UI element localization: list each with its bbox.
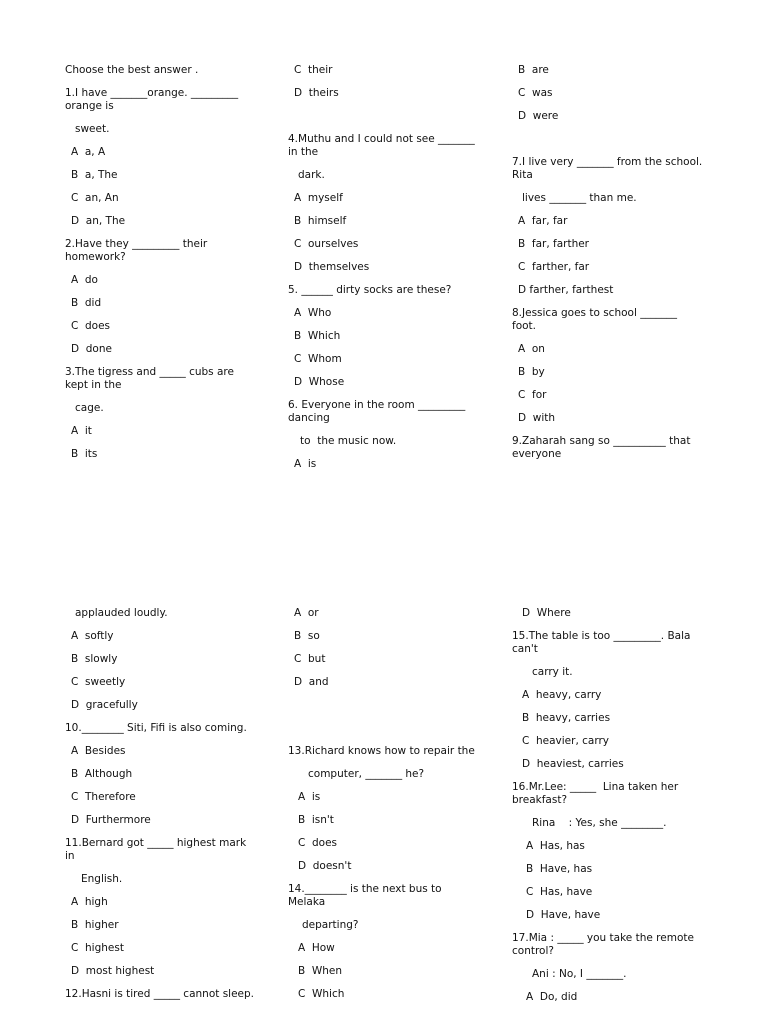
question-text: 13.Richard knows how to repair the — [288, 745, 475, 757]
answer-option: A a, A — [71, 146, 106, 158]
answer-option: B far, farther — [518, 238, 589, 250]
text-line: sweet. — [75, 123, 110, 135]
answer-option: C does — [71, 320, 111, 332]
answer-option: A is — [294, 458, 317, 470]
answer-option: D farther, farthest — [518, 284, 614, 296]
answer-option: D theirs — [294, 87, 339, 99]
answer-option: D were — [518, 110, 559, 122]
question-text: 6. Everyone in the room _________ dancing — [288, 399, 469, 424]
answer-option: B isn't — [298, 814, 334, 826]
answer-option: A far, far — [518, 215, 568, 227]
question-text: 2.Have they _________ their homework? — [65, 238, 211, 263]
answer-option: A Who — [294, 307, 332, 319]
answer-option: D done — [71, 343, 112, 355]
answer-option: D and — [294, 676, 329, 688]
answer-option: B a, The — [71, 169, 118, 181]
text-line: to the music now. — [300, 435, 397, 447]
answer-option: D Furthermore — [71, 814, 151, 826]
answer-option: C an, An — [71, 192, 119, 204]
answer-option: B Which — [294, 330, 341, 342]
question-text: 16.Mr.Lee: _____ Lina taken her breakfast? — [512, 781, 682, 806]
text-line: Choose the best answer . — [65, 64, 199, 76]
answer-option: A do — [71, 274, 98, 286]
answer-option: C sweetly — [71, 676, 126, 688]
text-line: Ani : No, I _______. — [532, 968, 627, 980]
answer-option: B are — [518, 64, 549, 76]
page2-column-middle — [288, 607, 480, 1011]
page1-column-left — [65, 64, 257, 471]
answer-option: D Where — [522, 607, 571, 619]
answer-option: B by — [518, 366, 545, 378]
answer-option: B slowly — [71, 653, 118, 665]
text-line — [288, 110, 480, 123]
answer-option: A is — [298, 791, 321, 803]
question-text: 4.Muthu and I could not see _______ in the — [288, 133, 479, 158]
answer-option: A it — [71, 425, 92, 437]
text-line: Rina : Yes, she ________. — [532, 817, 667, 829]
answer-option: A high — [71, 896, 108, 908]
answer-option: A Has, has — [526, 840, 585, 852]
answer-option: C their — [294, 64, 333, 76]
answer-option: D most highest — [71, 965, 155, 977]
answer-option: C highest — [71, 942, 124, 954]
answer-option: C Which — [298, 988, 345, 1000]
answer-option: C Whom — [294, 353, 342, 365]
answer-option: A heavy, carry — [522, 689, 602, 701]
text-line: cage. — [75, 402, 104, 414]
answer-option: B When — [298, 965, 343, 977]
text-line — [512, 133, 704, 146]
question-text: 14.________ is the next bus to Melaka — [288, 883, 445, 908]
answer-option: A softly — [71, 630, 114, 642]
answer-option: C heavier, carry — [522, 735, 610, 747]
page2-column-left — [65, 607, 257, 1011]
question-text: 9.Zaharah sang so __________ that everyone — [512, 435, 694, 460]
question-text: 17.Mia : _____ you take the remote control? — [512, 932, 698, 957]
text-line — [288, 722, 480, 735]
answer-option: D with — [518, 412, 556, 424]
answer-option: C was — [518, 87, 553, 99]
answer-option: C Therefore — [71, 791, 136, 803]
question-text: 10.________ Siti, Fifi is also coming. — [65, 722, 247, 734]
answer-option: A Do, did — [526, 991, 578, 1003]
answer-option: A Besides — [71, 745, 126, 757]
answer-option: B did — [71, 297, 102, 309]
question-text: 7.I live very _______ from the school. Rita — [512, 156, 706, 181]
answer-option: D gracefully — [71, 699, 138, 711]
text-line: departing? — [302, 919, 359, 931]
answer-option: B Have, has — [526, 863, 593, 875]
question-text: 15.The table is too _________. Bala can't — [512, 630, 694, 655]
text-line: English. — [81, 873, 123, 885]
question-text: 5. ______ dirty socks are these? — [288, 284, 452, 296]
text-line: dark. — [298, 169, 325, 181]
answer-option: C but — [294, 653, 326, 665]
answer-option: D doesn't — [298, 860, 352, 872]
answer-option: D Whose — [294, 376, 345, 388]
answer-option: A myself — [294, 192, 343, 204]
answer-option: D an, The — [71, 215, 126, 227]
answer-option: B himself — [294, 215, 347, 227]
answer-option: C for — [518, 389, 547, 401]
text-line: applauded loudly. — [75, 607, 168, 619]
answer-option: C Has, have — [526, 886, 593, 898]
text-line: lives _______ than me. — [522, 192, 637, 204]
answer-option: C does — [298, 837, 338, 849]
question-text: 3.The tigress and _____ cubs are kept in the — [65, 366, 238, 391]
answer-option: D Have, have — [526, 909, 601, 921]
answer-option: B so — [294, 630, 320, 642]
page1-column-right — [512, 64, 704, 471]
answer-option: D heaviest, carries — [522, 758, 624, 770]
question-text: 1.I have _______orange. _________ orange is — [65, 87, 242, 112]
answer-option: B higher — [71, 919, 119, 931]
answer-option: A How — [298, 942, 335, 954]
text-line — [288, 699, 480, 712]
page1-column-middle — [288, 64, 480, 481]
text-line: carry it. — [532, 666, 573, 678]
answer-option: B its — [71, 448, 98, 460]
answer-option: B heavy, carries — [522, 712, 611, 724]
question-text: 11.Bernard got _____ highest mark in — [65, 837, 250, 862]
page2-column-right — [512, 607, 704, 1014]
answer-option: A on — [518, 343, 545, 355]
answer-option: C farther, far — [518, 261, 590, 273]
answer-option: B Although — [71, 768, 133, 780]
question-text: 12.Hasni is tired _____ cannot sleep. — [65, 988, 255, 1000]
answer-option: C ourselves — [294, 238, 359, 250]
question-text: 8.Jessica goes to school _______ foot. — [512, 307, 681, 332]
answer-option: D themselves — [294, 261, 370, 273]
answer-option: A or — [294, 607, 319, 619]
text-line: computer, _______ he? — [308, 768, 425, 780]
